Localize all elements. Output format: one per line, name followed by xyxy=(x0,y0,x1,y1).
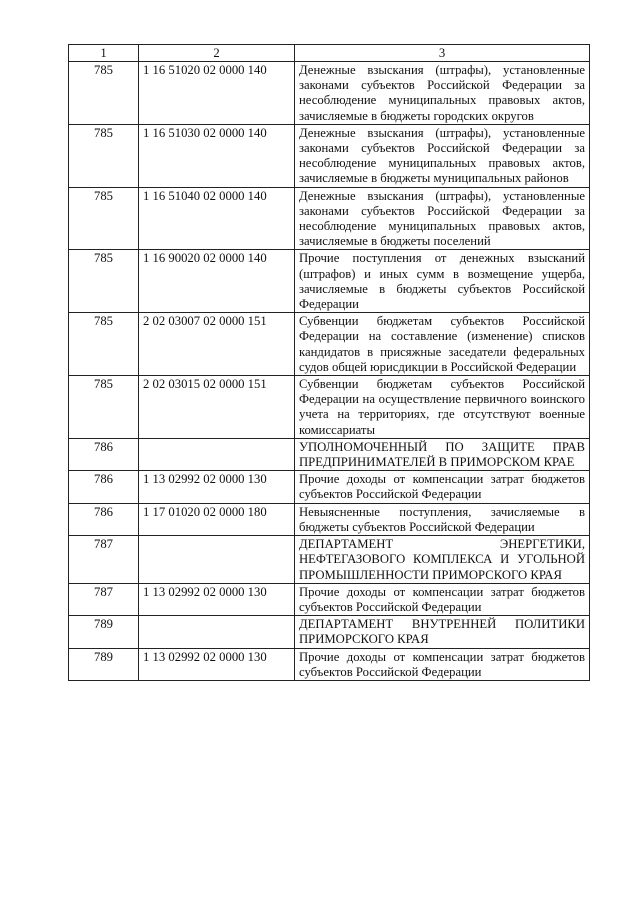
table-row-heading xyxy=(69,616,590,648)
budget-code-cell: 1 16 51020 02 0000 140 xyxy=(139,62,295,125)
budget-code-cell: 1 13 02992 02 0000 130 xyxy=(139,471,295,503)
description-cell: Денежные взыскания (штрафы), установленные законами субъектов Российской Федерации за несоблюдение муниципальных правовых актов, зачисляемые в бюджеты городских округов xyxy=(295,62,590,125)
description-cell: Денежные взыскания (штрафы), установленные законами субъектов Российской Федерации за несоблюдение муниципальных правовых актов, зачисляемые в бюджеты муниципальных районов xyxy=(295,124,590,187)
table-row xyxy=(69,376,590,439)
description-cell: Прочие доходы от компенсации затрат бюджетов субъектов Российской Федерации xyxy=(295,471,590,503)
admin-code-cell: 785 xyxy=(69,124,139,187)
table-row xyxy=(69,313,590,376)
admin-code-cell: 787 xyxy=(69,583,139,615)
admin-code-cell: 785 xyxy=(69,62,139,125)
admin-code-cell: 789 xyxy=(69,616,139,648)
description-cell: Субвенции бюджетам субъектов Российской Федерации на осуществление первичного воинского учета на территориях, где отсутствуют военные комиссариаты xyxy=(295,376,590,439)
description-cell: Денежные взыскания (штрафы), установленные законами субъектов Российской Федерации за несоблюдение муниципальных правовых актов, зачисляемые в бюджеты поселений xyxy=(295,187,590,250)
budget-code-cell: 1 13 02992 02 0000 130 xyxy=(139,583,295,615)
admin-code-cell: 789 xyxy=(69,648,139,680)
budget-code-cell: 1 16 51040 02 0000 140 xyxy=(139,187,295,250)
budget-code-cell: 1 16 51030 02 0000 140 xyxy=(139,124,295,187)
admin-code-cell: 785 xyxy=(69,313,139,376)
budget-code-cell: 1 16 90020 02 0000 140 xyxy=(139,250,295,313)
table-row xyxy=(69,62,590,125)
column-header-1: 1 xyxy=(69,45,139,62)
budget-code-cell: 1 17 01020 02 0000 180 xyxy=(139,503,295,535)
revenue-code-table xyxy=(68,44,590,681)
table-row xyxy=(69,187,590,250)
table-row xyxy=(69,124,590,187)
budget-code-cell: 2 02 03015 02 0000 151 xyxy=(139,376,295,439)
budget-code-cell: 1 13 02992 02 0000 130 xyxy=(139,648,295,680)
budget-code-cell xyxy=(139,536,295,584)
description-cell: Субвенции бюджетам субъектов Российской Федерации на составление (изменение) списков кандидатов в присяжные заседатели федеральных судов общей юрисдикции в Российской Федерации xyxy=(295,313,590,376)
column-header-3: 3 xyxy=(295,45,590,62)
description-cell: Прочие доходы от компенсации затрат бюджетов субъектов Российской Федерации xyxy=(295,648,590,680)
budget-code-cell: 2 02 03007 02 0000 151 xyxy=(139,313,295,376)
table-row xyxy=(69,250,590,313)
admin-code-cell: 785 xyxy=(69,376,139,439)
admin-code-cell: 786 xyxy=(69,471,139,503)
budget-code-cell xyxy=(139,438,295,470)
description-cell: Прочие поступления от денежных взысканий (штрафов) и иных сумм в возмещение ущерба, зачисляемые в бюджеты субъектов Российской Федерации xyxy=(295,250,590,313)
admin-code-cell: 785 xyxy=(69,187,139,250)
admin-code-cell: 785 xyxy=(69,250,139,313)
table-row-heading xyxy=(69,536,590,584)
administrator-name-cell: ДЕПАРТАМЕНТ ВНУТРЕННЕЙ ПОЛИТИКИ ПРИМОРСКОГО КРАЯ xyxy=(295,616,590,648)
admin-code-cell: 786 xyxy=(69,503,139,535)
table-row xyxy=(69,648,590,680)
table-row xyxy=(69,471,590,503)
budget-code-cell xyxy=(139,616,295,648)
admin-code-cell: 787 xyxy=(69,536,139,584)
table-row xyxy=(69,583,590,615)
administrator-name-cell: УПОЛНОМОЧЕННЫЙ ПО ЗАЩИТЕ ПРАВ ПРЕДПРИНИМАТЕЛЕЙ В ПРИМОРСКОМ КРАЕ xyxy=(295,438,590,470)
table-row xyxy=(69,503,590,535)
administrator-name-cell: ДЕПАРТАМЕНТ ЭНЕРГЕТИКИ, НЕФТЕГАЗОВОГО КОМПЛЕКСА И УГОЛЬНОЙ ПРОМЫШЛЕННОСТИ ПРИМОРСКОГО КРАЯ xyxy=(295,536,590,584)
column-header-2: 2 xyxy=(139,45,295,62)
description-cell: Невыясненные поступления, зачисляемые в бюджеты субъектов Российской Федерации xyxy=(295,503,590,535)
table-header-row xyxy=(69,45,590,62)
table-row-heading xyxy=(69,438,590,470)
description-cell: Прочие доходы от компенсации затрат бюджетов субъектов Российской Федерации xyxy=(295,583,590,615)
admin-code-cell: 786 xyxy=(69,438,139,470)
